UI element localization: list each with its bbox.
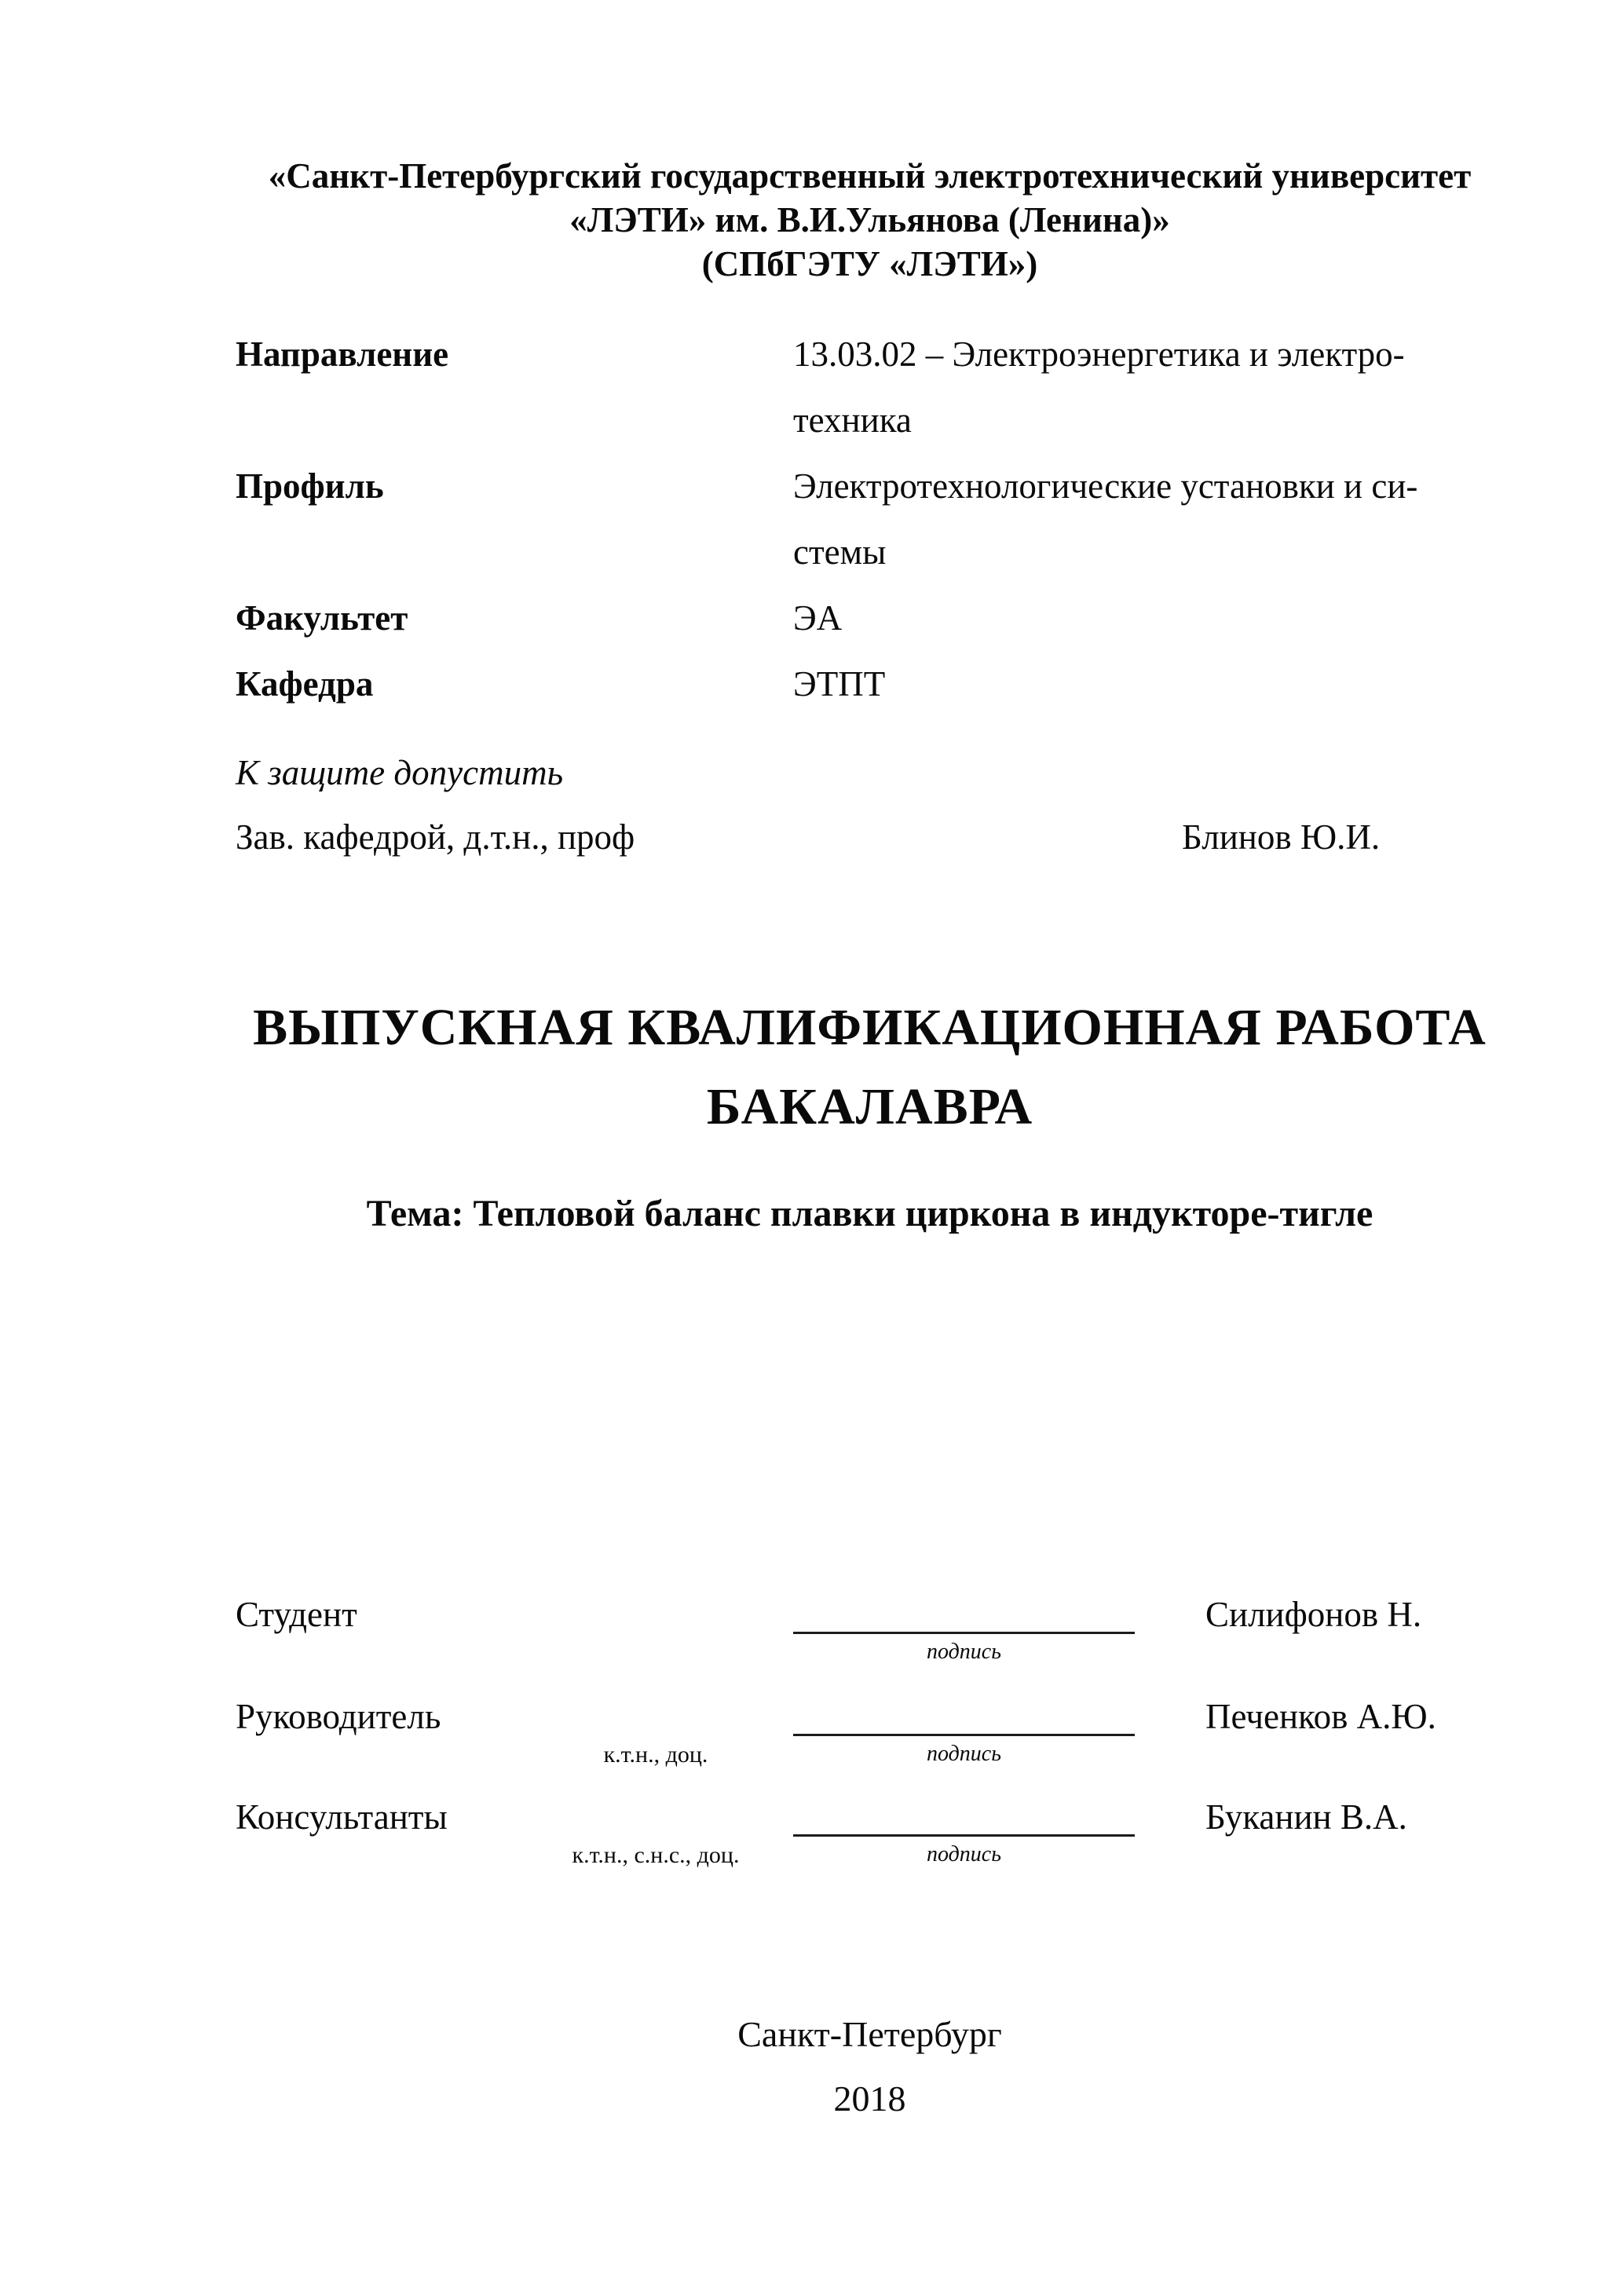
signature-line bbox=[793, 1602, 1135, 1634]
signature-row-student bbox=[232, 1594, 1508, 1696]
field-row-profile-wrap bbox=[232, 532, 1508, 579]
signature-qualification-supervisor: к.т.н., доц. bbox=[603, 1742, 708, 1768]
thesis-theme: Тема: Тепловой баланс плавки циркона в индукторе-тигле bbox=[366, 1193, 1373, 1234]
field-row-profile bbox=[232, 466, 1508, 513]
signature-line bbox=[793, 1804, 1135, 1837]
admission-approver-name: Блинов Ю.И. bbox=[1182, 817, 1381, 857]
signature-caption: подпись bbox=[927, 1742, 1001, 1766]
main-title-line1: ВЫПУСКНАЯ КВАЛИФИКАЦИОННАЯ РАБОТА bbox=[253, 999, 1487, 1056]
admission-note: К защите допустить bbox=[236, 753, 564, 792]
signature-name-supervisor: Печенков А.Ю. bbox=[1205, 1697, 1436, 1736]
field-label-department: Кафедра bbox=[236, 664, 374, 704]
signature-row-supervisor bbox=[232, 1696, 1508, 1798]
field-value-direction-line2: техника bbox=[793, 400, 912, 440]
signature-caption: подпись bbox=[927, 1640, 1001, 1664]
signature-name-consultants: Буканин В.А. bbox=[1205, 1797, 1407, 1837]
admission-row bbox=[232, 817, 1508, 864]
field-value-direction-line1: 13.03.02 – Электроэнергетика и электро- bbox=[793, 335, 1405, 374]
university-header bbox=[232, 154, 1508, 286]
field-value-faculty: ЭА bbox=[793, 598, 843, 638]
field-label-direction: Направление bbox=[236, 335, 449, 374]
signature-line bbox=[793, 1704, 1135, 1736]
signature-row-consultants bbox=[232, 1797, 1508, 1899]
admission-approver-label: Зав. кафедрой, д.т.н., проф bbox=[236, 817, 635, 857]
footer bbox=[232, 2002, 1508, 2131]
main-title-line2: БАКАЛАВРА bbox=[706, 1078, 1033, 1135]
field-row-faculty bbox=[232, 598, 1508, 645]
university-header-line3: (СПбГЭТУ «ЛЭТИ») bbox=[701, 244, 1038, 283]
field-row-department bbox=[232, 664, 1508, 711]
signature-role-consultants: Консультанты bbox=[236, 1797, 448, 1837]
signature-caption: подпись bbox=[927, 1842, 1001, 1866]
university-header-line1: «Санкт-Петербургский государственный электротехнический университет bbox=[268, 156, 1472, 196]
signature-role-student: Студент bbox=[236, 1595, 357, 1634]
field-value-profile-line1: Электротехнологические установки и си- bbox=[793, 466, 1418, 506]
field-row-direction-wrap bbox=[232, 400, 1508, 447]
signature-role-supervisor: Руководитель bbox=[236, 1697, 441, 1736]
university-header-line2: «ЛЭТИ» им. В.И.Ульянова (Ленина)» bbox=[569, 200, 1170, 239]
field-row-direction bbox=[232, 334, 1508, 381]
footer-city: Санкт-Петербург bbox=[737, 2014, 1002, 2054]
field-value-department: ЭТПТ bbox=[793, 664, 886, 704]
field-label-profile: Профиль bbox=[236, 466, 384, 506]
main-title bbox=[232, 988, 1508, 1146]
signature-name-student: Силифонов Н. bbox=[1205, 1595, 1422, 1634]
field-label-faculty: Факультет bbox=[236, 598, 408, 638]
field-value-profile-line2: стемы bbox=[793, 532, 887, 572]
footer-year: 2018 bbox=[833, 2078, 906, 2119]
signature-qualification-consultants: к.т.н., с.н.с., доц. bbox=[572, 1842, 740, 1868]
